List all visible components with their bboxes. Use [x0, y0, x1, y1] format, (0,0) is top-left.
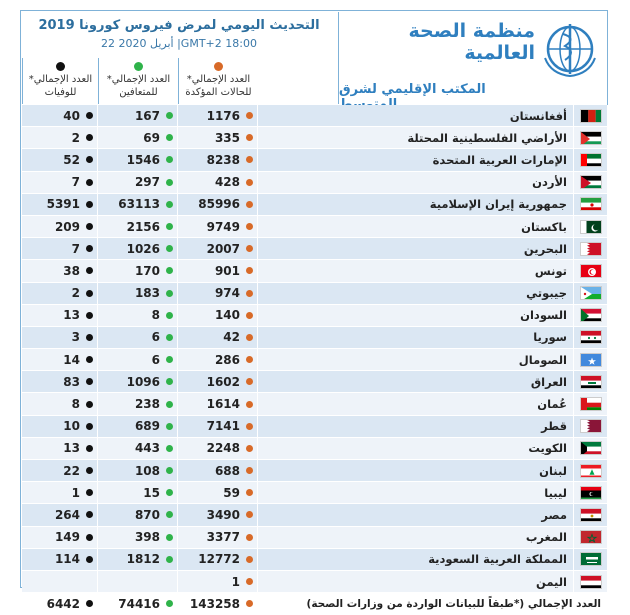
country-name: البحرين	[258, 238, 574, 259]
confirmed-dot-icon	[246, 489, 253, 496]
confirmed-dot-icon	[246, 223, 253, 230]
recovered-dot-icon	[166, 445, 173, 452]
confirmed-cell	[178, 460, 258, 481]
yemen-flag-icon	[580, 575, 602, 589]
confirmed-cell	[178, 283, 258, 304]
table-row	[22, 305, 608, 327]
deaths-cell	[22, 283, 98, 304]
deaths-dot-icon	[86, 112, 93, 119]
recovered-dot-icon	[166, 334, 173, 341]
deaths-dot-icon	[86, 467, 93, 474]
deaths-cell	[22, 349, 98, 370]
value: 114	[54, 552, 80, 567]
country-name: المملكة العربية السعودية	[258, 549, 574, 570]
confirmed-cell	[178, 327, 258, 348]
value: 12772	[198, 552, 240, 567]
value: 2156	[126, 219, 160, 234]
recovered-cell	[98, 327, 178, 348]
table-row	[22, 327, 608, 349]
confirmed-dot-icon	[246, 156, 253, 163]
recovered-cell	[98, 283, 178, 304]
table-row	[22, 283, 608, 305]
deaths-dot-icon	[86, 489, 93, 496]
deaths-dot-icon	[86, 445, 93, 452]
value: 6442	[46, 596, 80, 611]
confirmed-cell	[178, 571, 258, 592]
country-name: تونس	[258, 260, 574, 281]
djibouti-flag-icon	[580, 286, 602, 300]
deaths-cell	[22, 482, 98, 503]
who-logo-block	[338, 12, 607, 104]
confirmed-dot-icon	[246, 445, 253, 452]
iraq-flag-icon	[580, 375, 602, 389]
deaths-dot-icon	[86, 134, 93, 141]
page-title: التحديث اليومي لمرض فيروس كورونا 2019	[38, 18, 320, 33]
country-name: لبنان	[258, 460, 574, 481]
country-name: الكويت	[258, 438, 574, 459]
recovered-cell	[98, 527, 178, 548]
value: 443	[134, 441, 160, 456]
table-row	[22, 216, 608, 238]
recovered-dot-icon	[166, 467, 173, 474]
value: 7	[71, 241, 80, 256]
value: 8	[71, 397, 80, 412]
value: 85996	[198, 197, 240, 212]
afghanistan-flag-icon	[580, 109, 602, 123]
recovered-cell	[98, 172, 178, 193]
recovered-cell	[98, 438, 178, 459]
country-name: عُمان	[258, 393, 574, 414]
data-table	[22, 105, 608, 615]
table-row	[22, 371, 608, 393]
value: 238	[134, 397, 160, 412]
value: 40	[63, 108, 80, 123]
deaths-cell	[22, 105, 98, 126]
table-row	[22, 416, 608, 438]
confirmed-dot-icon	[246, 356, 253, 363]
deaths-cell	[22, 393, 98, 414]
value: 428	[214, 175, 240, 190]
recovered-dot-icon	[166, 134, 173, 141]
country-name: العراق	[258, 371, 574, 392]
country-name: الأردن	[258, 172, 574, 193]
table-row	[22, 172, 608, 194]
country-name: جيبوتي	[258, 283, 574, 304]
confirmed-dot-icon	[246, 245, 253, 252]
recovered-dot-icon	[166, 511, 173, 518]
deaths-dot-icon	[86, 511, 93, 518]
saudi-flag-icon	[580, 552, 602, 566]
deaths-cell	[22, 460, 98, 481]
recovered-cell	[98, 305, 178, 326]
value: 13	[63, 441, 80, 456]
recovered-column-header: العدد الإجمالي* للمتعافين	[98, 58, 178, 104]
update-date: 22 أبريل 2020 |GMT+2 18:00	[101, 37, 257, 50]
recovered-dot-icon	[166, 223, 173, 230]
value: 170	[134, 263, 160, 278]
confirmed-cell	[178, 238, 258, 259]
value: 3490	[206, 507, 240, 522]
deaths-cell	[22, 504, 98, 525]
confirmed-dot-icon	[246, 201, 253, 208]
recovered-cell	[98, 349, 178, 370]
deaths-dot-icon	[86, 334, 93, 341]
deaths-dot-icon	[86, 290, 93, 297]
value: 1096	[126, 374, 160, 389]
deaths-dot-icon	[86, 267, 93, 274]
value: 149	[54, 530, 80, 545]
value: 286	[214, 352, 240, 367]
recovered-cell	[98, 127, 178, 148]
pakistan-flag-icon	[580, 220, 602, 234]
table-row	[22, 393, 608, 415]
value: 38	[63, 263, 80, 278]
recovered-dot-icon	[166, 245, 173, 252]
table-row	[22, 349, 608, 371]
deaths-dot-icon	[86, 556, 93, 563]
deaths-cell	[22, 327, 98, 348]
table-row	[22, 194, 608, 216]
country-name: الإمارات العربية المتحدة	[258, 149, 574, 170]
bahrain-flag-icon	[580, 242, 602, 256]
recovered-dot-icon	[166, 290, 173, 297]
deaths-cell	[22, 127, 98, 148]
value: 108	[134, 463, 160, 478]
total-label: العدد الإجمالي (*طبقاً للبيانات الواردة من وزارات الصحة)	[258, 593, 608, 614]
value: 10	[63, 419, 80, 434]
confirmed-cell	[178, 127, 258, 148]
somalia-flag-icon	[580, 353, 602, 367]
value: 7	[71, 175, 80, 190]
recovered-cell	[98, 216, 178, 237]
value: 297	[134, 175, 160, 190]
deaths-dot-icon	[86, 401, 93, 408]
value: 870	[134, 507, 160, 522]
confirmed-cell	[178, 349, 258, 370]
qatar-flag-icon	[580, 419, 602, 433]
recovered-cell	[98, 393, 178, 414]
value: 1	[231, 574, 240, 589]
confirmed-cell	[178, 393, 258, 414]
confirmed-dot-icon	[214, 62, 223, 71]
confirmed-dot-icon	[246, 578, 253, 585]
value: 22	[63, 463, 80, 478]
value: 2007	[206, 241, 240, 256]
deaths-dot-icon	[86, 600, 93, 607]
recovered-cell	[98, 549, 178, 570]
country-name: سوريا	[258, 327, 574, 348]
value: 209	[54, 219, 80, 234]
table-row	[22, 504, 608, 526]
value: 2	[71, 130, 80, 145]
deaths-cell	[22, 438, 98, 459]
country-name: المغرب	[258, 527, 574, 548]
org-name: منظمة الصحة العالمية	[408, 20, 535, 64]
value: 183	[134, 286, 160, 301]
syria-flag-icon	[580, 330, 602, 344]
confirmed-dot-icon	[246, 467, 253, 474]
recovered-dot-icon	[166, 423, 173, 430]
deaths-dot-icon	[86, 423, 93, 430]
confirmed-dot-icon	[246, 423, 253, 430]
value: 3377	[206, 530, 240, 545]
recovered-cell	[98, 194, 178, 215]
deaths-cell	[22, 238, 98, 259]
recovered-cell	[98, 571, 178, 592]
value: 7141	[206, 419, 240, 434]
recovered-dot-icon	[166, 356, 173, 363]
table-row	[22, 438, 608, 460]
confirmed-dot-icon	[246, 290, 253, 297]
egypt-flag-icon	[580, 508, 602, 522]
recovered-cell	[98, 260, 178, 281]
confirmed-cell	[178, 149, 258, 170]
recovered-dot-icon	[166, 201, 173, 208]
title-block	[22, 12, 336, 58]
tunisia-flag-icon	[580, 264, 602, 278]
value: 2248	[206, 441, 240, 456]
deaths-cell	[22, 571, 98, 592]
country-name: اليمن	[258, 571, 574, 592]
confirmed-cell	[178, 305, 258, 326]
confirmed-cell	[178, 438, 258, 459]
confirmed-cell	[178, 260, 258, 281]
table-row	[22, 105, 608, 127]
palestine-flag-icon	[580, 131, 602, 145]
value: 1614	[206, 397, 240, 412]
value: 13	[63, 308, 80, 323]
recovered-dot-icon	[166, 378, 173, 385]
deaths-cell	[22, 172, 98, 193]
value: 398	[134, 530, 160, 545]
confirmed-dot-icon	[246, 401, 253, 408]
country-name: الأراضي الفلسطينية المحتلة	[258, 127, 574, 148]
recovered-dot-icon	[166, 600, 173, 607]
recovered-dot-icon	[166, 267, 173, 274]
recovered-cell	[98, 504, 178, 525]
value: 688	[214, 463, 240, 478]
recovered-dot-icon	[166, 489, 173, 496]
country-name: السودان	[258, 305, 574, 326]
deaths-cell	[22, 194, 98, 215]
lebanon-flag-icon	[580, 464, 602, 478]
recovered-dot-icon	[166, 112, 173, 119]
confirmed-cell	[178, 371, 258, 392]
country-name: باكستان	[258, 216, 574, 237]
deaths-cell	[22, 549, 98, 570]
confirmed-dot-icon	[246, 378, 253, 385]
value: 6	[151, 352, 160, 367]
country-name: أفغانستان	[258, 105, 574, 126]
table-row	[22, 260, 608, 282]
value: 143258	[189, 596, 240, 611]
value: 8	[151, 308, 160, 323]
jordan-flag-icon	[580, 175, 602, 189]
confirmed-dot-icon	[246, 600, 253, 607]
deaths-dot-icon	[86, 378, 93, 385]
deaths-dot-icon	[86, 201, 93, 208]
value: 2	[71, 286, 80, 301]
recovered-dot-icon	[166, 556, 173, 563]
table-row	[22, 549, 608, 571]
value: 689	[134, 419, 160, 434]
deaths-cell	[22, 260, 98, 281]
confirmed-dot-icon	[246, 179, 253, 186]
recovered-cell	[98, 371, 178, 392]
value: 974	[214, 286, 240, 301]
recovered-dot-icon	[166, 401, 173, 408]
confirmed-cell	[178, 527, 258, 548]
country-name: قطر	[258, 416, 574, 437]
value: 5391	[46, 197, 80, 212]
recovered-cell	[98, 482, 178, 503]
confirmed-cell	[178, 172, 258, 193]
deaths-dot-icon	[86, 179, 93, 186]
confirmed-dot-icon	[246, 312, 253, 319]
oman-flag-icon	[580, 397, 602, 411]
deaths-dot-icon	[86, 245, 93, 252]
uae-flag-icon	[580, 153, 602, 167]
recovered-cell	[98, 149, 178, 170]
total-row	[22, 593, 608, 615]
value: 3	[71, 330, 80, 345]
value: 264	[54, 507, 80, 522]
morocco-flag-icon	[580, 530, 602, 544]
deaths-cell	[22, 527, 98, 548]
value: 1546	[126, 152, 160, 167]
region-name: المكتب الإقليمي لشرق	[339, 82, 486, 97]
confirmed-dot-icon	[246, 334, 253, 341]
value: 52	[63, 152, 80, 167]
recovered-cell	[98, 238, 178, 259]
value: 74416	[118, 596, 160, 611]
country-name: ليبيا	[258, 482, 574, 503]
recovered-cell	[98, 416, 178, 437]
value: 901	[214, 263, 240, 278]
table-row	[22, 482, 608, 504]
who-emblem-icon	[539, 18, 601, 80]
table-row	[22, 127, 608, 149]
confirmed-cell	[178, 216, 258, 237]
confirmed-cell	[178, 194, 258, 215]
value: 9749	[206, 219, 240, 234]
confirmed-cell	[178, 105, 258, 126]
sudan-flag-icon	[580, 308, 602, 322]
table-row	[22, 571, 608, 593]
confirmed-dot-icon	[246, 511, 253, 518]
value: 42	[223, 330, 240, 345]
confirmed-dot-icon	[246, 112, 253, 119]
recovered-cell	[98, 460, 178, 481]
recovered-cell	[98, 105, 178, 126]
value: 335	[214, 130, 240, 145]
deaths-dot-icon	[86, 534, 93, 541]
deaths-dot-icon	[86, 356, 93, 363]
value: 69	[143, 130, 160, 145]
confirmed-dot-icon	[246, 134, 253, 141]
deaths-cell	[22, 371, 98, 392]
deaths-cell	[22, 416, 98, 437]
table-row	[22, 460, 608, 482]
recovered-dot-icon	[134, 62, 143, 71]
value: 1	[71, 485, 80, 500]
country-name: الصومال	[258, 349, 574, 370]
table-row	[22, 527, 608, 549]
value: 8238	[206, 152, 240, 167]
value: 1812	[126, 552, 160, 567]
confirmed-cell	[178, 482, 258, 503]
confirmed-dot-icon	[246, 267, 253, 274]
confirmed-cell	[178, 549, 258, 570]
confirmed-dot-icon	[246, 534, 253, 541]
country-name: جمهورية إيران الإسلامية	[258, 194, 574, 215]
value: 1602	[206, 374, 240, 389]
value: 14	[63, 352, 80, 367]
country-name: مصر	[258, 504, 574, 525]
deaths-cell	[22, 216, 98, 237]
kuwait-flag-icon	[580, 441, 602, 455]
deaths-dot-icon	[56, 62, 65, 71]
table-row	[22, 238, 608, 260]
value: 15	[143, 485, 160, 500]
deaths-column-header: العدد الإجمالي* للوفيات	[22, 58, 98, 104]
table-row	[22, 149, 608, 171]
recovered-dot-icon	[166, 534, 173, 541]
deaths-cell	[22, 305, 98, 326]
recovered-dot-icon	[166, 312, 173, 319]
value: 59	[223, 485, 240, 500]
value: 1176	[206, 108, 240, 123]
recovered-dot-icon	[166, 156, 173, 163]
libya-flag-icon	[580, 486, 602, 500]
confirmed-column-header: العدد الإجمالي* للحالات المؤكدة	[178, 58, 258, 104]
value: 6	[151, 330, 160, 345]
value: 140	[214, 308, 240, 323]
iran-flag-icon	[580, 197, 602, 211]
deaths-dot-icon	[86, 312, 93, 319]
value: 63113	[118, 197, 160, 212]
deaths-dot-icon	[86, 223, 93, 230]
confirmed-cell	[178, 416, 258, 437]
confirmed-dot-icon	[246, 556, 253, 563]
value: 167	[134, 108, 160, 123]
confirmed-cell	[178, 504, 258, 525]
recovered-dot-icon	[166, 179, 173, 186]
deaths-cell	[22, 149, 98, 170]
value: 83	[63, 374, 80, 389]
value: 1026	[126, 241, 160, 256]
deaths-dot-icon	[86, 156, 93, 163]
